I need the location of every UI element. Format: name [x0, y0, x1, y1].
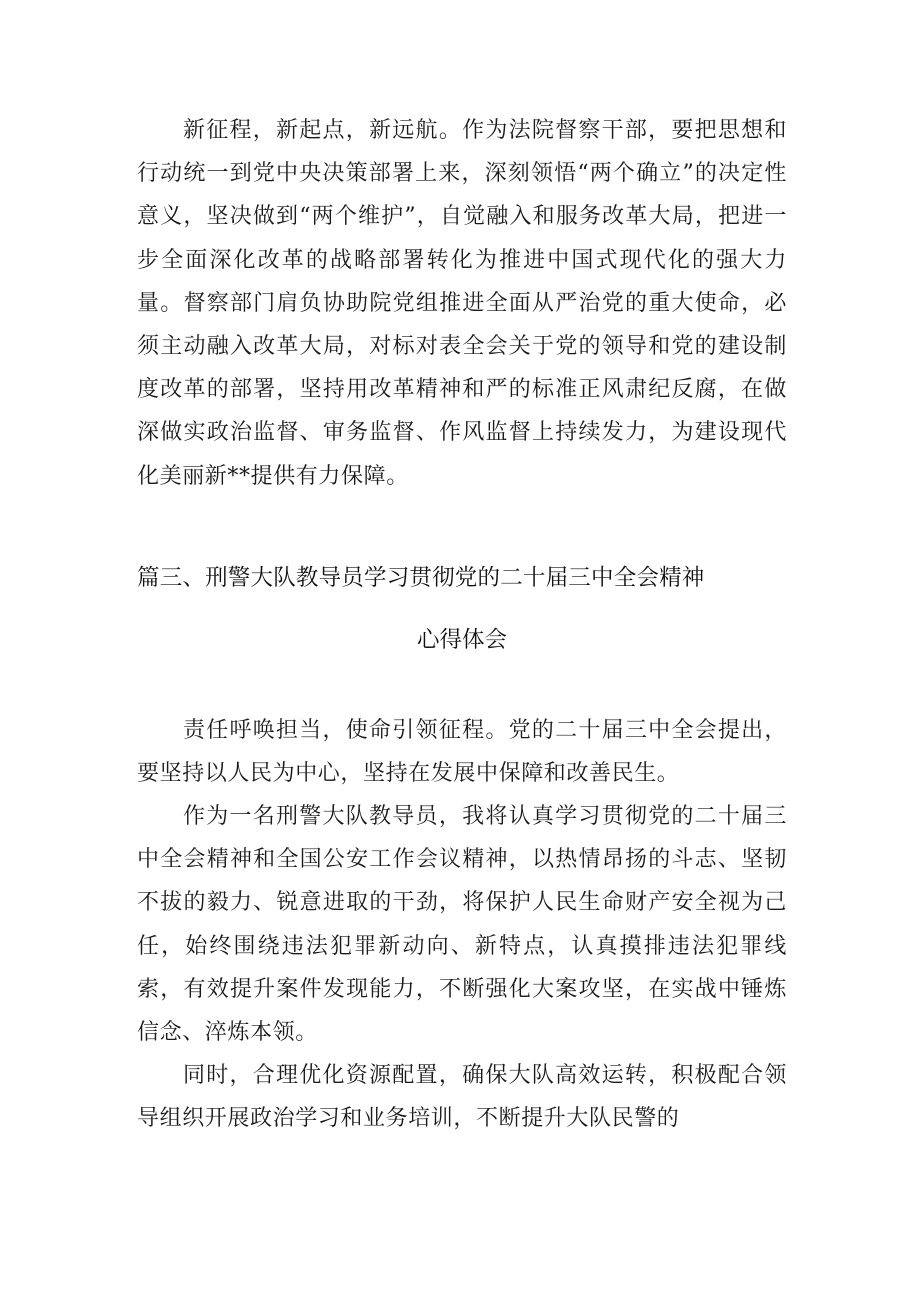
body-paragraph-3: 同时，合理优化资源配置，确保大队高效运转，积极配合领导组织开展政治学习和业务培训，不断提升大队民警的 — [137, 1063, 787, 1132]
body-paragraph-intro: 新征程，新起点，新远航。作为法院督察干部，要把思想和行动统一到党中央决策部署上来，深刻领悟“两个确立”的决定性意义，坚决做到“两个维护”，自觉融入和服务改革大局，把进一步全面深化改革的战略部署转化为推进中国式现代化的强大力量。督察部门肩负协助院党组推进全面从严治党的重大使命，必须主动融入改革大局，对标对表全会关于党的领导和党的建设制度改革的部署，坚持用改革精神和严的标准正风肃纪反腐，在做深做实政治监督、审务监督、作风监督上持续发力，为建设现代化美丽新**提供有力保障。 — [137, 118, 787, 489]
body-paragraph-1: 责任呼唤担当，使命引领征程。党的二十届三中全会提出，要坚持以人民为中心，坚持在发展中保障和改善民生。 — [137, 718, 787, 787]
section-heading — [137, 563, 787, 655]
body-paragraph-2: 作为一名刑警大队教导员，我将认真学习贯彻党的二十届三中全会精神和全国公安工作会议精神，以热情昂扬的斗志、坚韧不拔的毅力、锐意进取的干劲，将保护人民生命财产安全视为己任，始终围绕违法犯罪新动向、新特点，认真摸排违法犯罪线索，有效提升案件发现能力，不断强化大案攻坚，在实战中锤炼信念、淬炼本领。 — [137, 804, 787, 1046]
section-heading-line2: 心得体会 — [416, 627, 507, 653]
section-heading-line1: 篇三、刑警大队教导员学习贯彻党的二十届三中全会精神 — [137, 565, 705, 591]
